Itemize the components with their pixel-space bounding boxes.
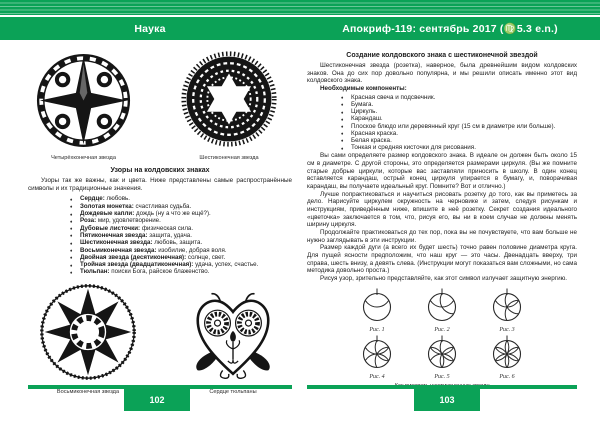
instruction-paragraph: Продолжайте практиковаться до тех пор, пока вы не почувствуете, что вам больше не нужно заглядывать в эти инструкции. [307,229,577,244]
eight-pointed-star-figure [38,282,138,395]
left-page [28,50,292,395]
symbol-term: Дождевые капли: [80,210,135,218]
symbol-term: Роза: [80,217,97,225]
component-text: Тонкая и средняя кисточки для рисования. [351,144,476,152]
symbols-list [70,195,292,275]
symbol-term: Восьмиконечная звезда: [80,246,157,254]
four-pointed-star-figure [36,53,131,161]
left-top-figures [28,50,292,161]
component-list-item [341,115,577,122]
instruction-paragraph: Лучше попрактиковаться и научиться рисовать розетку до того, как вы приметесь за дело. Нарисуйте циркулем окружность на черновике и затем, следуя рисункам и инструкциям, приведённым ниже, впишите в неё розетку. Секрет создания идеального «цветочка» заключается в том, что, рисуя его, вы ни в коем случае не должны менять ширину циркуля. [307,190,577,229]
symbol-list-item [70,203,292,210]
component-text: Циркуль. [351,108,378,116]
component-list-item [341,94,577,101]
symbol-meaning: защита, удача. [149,231,192,239]
symbol-list-item [70,254,292,261]
left-page-number: 102 [124,389,190,411]
symbol-list-item [70,261,292,268]
components-list [341,94,577,152]
symbol-meaning: мир, удовлетворение. [97,217,161,225]
heart-tulips-image [190,290,276,382]
component-text: Красная свеча и подсвечник. [351,93,436,101]
rosette-step-figure [480,287,535,334]
symbol-term: Золотая монетка: [80,202,134,210]
rosette-step-figure [350,287,405,334]
heart-tulips-figure [190,290,276,395]
instruction-paragraphs [307,152,577,282]
right-section-title: Создание колдовского знака с шестиконечной звездой [346,52,538,59]
left-bottom-figures [28,282,292,395]
symbol-list-item [70,239,292,246]
rosette-step-label: Рис. 4 [369,374,385,381]
instruction-paragraph: Размер каждой дуги (а всего их будет шесть) точно равен половине диаметра круга. Для пущей ясности предположим, что наш круг — это часы. Двенадцать вверху, три справа, шесть внизу, а девять слева. (Инструкции могут показаться вам сложными, но сама методика довольно проста.) [307,244,577,275]
component-list-item [341,123,577,130]
component-list-item [341,130,577,137]
instruction-paragraph: Рисуя узор, зрительно представляйте, как этот символ излучает защитную энергию. [320,275,568,283]
symbol-meaning: солнце, свет. [187,253,226,261]
symbol-term: Тройная звезда (двадцатиконечная): [80,261,194,269]
rosette-step-figure [415,287,470,334]
component-list-item [341,137,577,144]
symbol-list-item [70,225,292,232]
six-pointed-star-figure [180,50,278,161]
six-pointed-star-image [180,50,278,148]
symbol-meaning: любовь, защита. [154,239,203,247]
rosette-step-label: Рис. 1 [369,326,385,333]
four-pointed-star-image [36,53,131,148]
symbol-meaning: дождь (ну а что же ещё?). [136,210,211,218]
rosette-step-figure [350,334,405,381]
header-section-title: Наука [134,22,166,35]
rosette-step-label: Рис. 2 [434,326,450,333]
symbol-term: Дубовые листочки: [80,224,141,232]
rosette-steps-grid [350,287,535,381]
top-decor-band [0,0,600,15]
rosette-figure-svg [480,287,535,327]
symbol-meaning: счастливая судьба. [135,202,192,210]
symbol-meaning: удача, успех, счастье. [195,261,259,269]
rosette-step-figure [480,334,535,381]
rosette-figure-svg [415,334,470,374]
figure-caption: Шестиконечная звезда [199,155,259,161]
component-text: Бумага. [351,100,374,108]
symbol-meaning: физическая сила. [141,224,194,232]
component-list-item [341,144,577,151]
right-page [307,52,577,389]
left-section-title: Узоры на колдовских знаках [110,167,210,175]
left-intro-paragraph: Узоры так же важны, как и цвета. Ниже представлены самые распространённые символы и их традиционные значения. [28,177,292,192]
rosette-step-label: Рис. 3 [499,326,515,333]
rosette-step-figure [415,334,470,381]
component-list-item [341,108,577,115]
symbol-meaning: изобилие, добрая воля. [158,246,227,254]
figure-caption: Восьмиконечная звезда [56,388,120,395]
rosette-figure-svg [350,334,405,374]
symbol-list-item [70,217,292,224]
symbol-term: Шестиконечная звезда: [80,239,153,247]
component-text: Белая краска. [351,136,392,144]
symbol-list-item [70,268,292,275]
header-issue-title: Апокриф-119: сентябрь 2017 (♍5.3 e.n.) [342,23,558,35]
component-list-item [341,101,577,108]
rosette-figure-svg [415,287,470,327]
rosette-figure-svg [350,287,405,327]
symbol-list-item [70,247,292,254]
figure-caption: Четырёхконечная звезда [51,155,116,161]
instruction-paragraph: Вы сами определяете размер колдовского знака. В идеале он должен быть около 15 см в диаметре. С другой стороны, это определяется размерами циркуля. (Вы же помните старые добрые циркули, которые вас заставляли приносить в школу. В один конец вставляется карандаш, острый конец циркуля упирается в бумагу, и, поворачивая карандаш, вы получаете идеальный круг. Помните? Вот и отлично.) [307,152,577,190]
figure-caption: Сердце тюльпаны [209,388,257,395]
component-text: Карандаш. [351,115,383,123]
symbol-term: Пятиконечная звезда: [80,231,148,239]
components-label: Необходимые компоненты: [320,85,407,93]
symbol-term: Сердце: [80,195,105,203]
symbol-meaning: поиски Бога, райское блаженство. [111,268,210,276]
symbol-term: Тюльпан: [80,268,110,276]
symbol-term: Двойная звезда (десятиконечная): [80,253,187,261]
rosette-step-label: Рис. 5 [434,374,450,381]
symbol-list-item [70,195,292,202]
symbol-list-item [70,210,292,217]
component-text: Красная краска. [351,129,399,137]
symbol-list-item [70,232,292,239]
rosette-step-label: Рис. 6 [499,374,515,381]
rosette-figure-svg [480,334,535,374]
page-header-band [0,17,600,40]
component-text: Плоское блюдо или деревянный круг (15 см в диаметре или больше). [351,122,556,130]
right-page-number: 103 [414,389,480,411]
right-intro-paragraph: Шестиконечная звезда (розетка), наверное, была древнейшим видом колдовских знаков. Она до сих пор довольно популярна, и мы решили описать именно этот вид колдовского знака. [307,62,577,85]
symbol-meaning: любовь. [106,195,130,203]
eight-pointed-star-image [38,282,138,382]
